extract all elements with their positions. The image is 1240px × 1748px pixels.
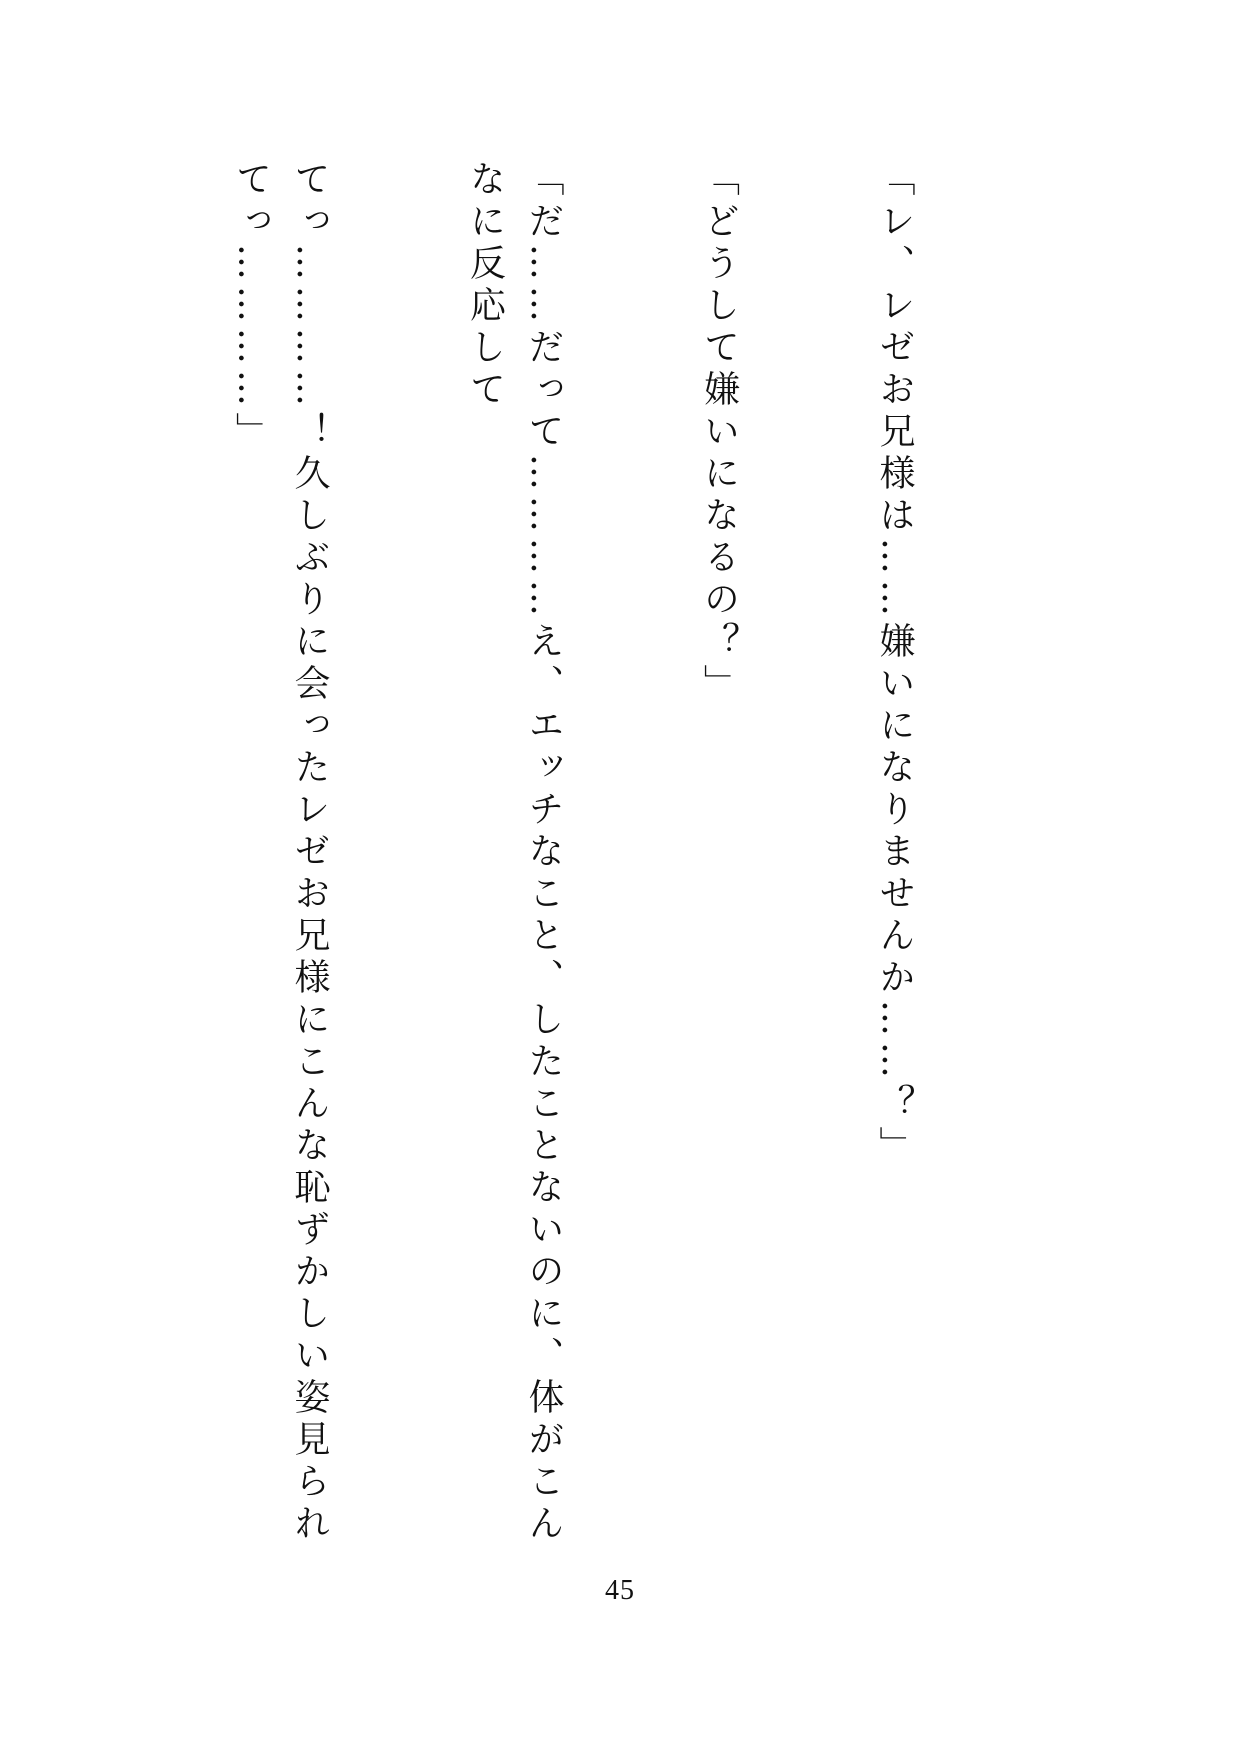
body-text <box>180 160 1040 1560</box>
page-number: 45 <box>605 1575 635 1606</box>
text-line: 「どうして嫌いになるの？」 <box>698 160 740 706</box>
text-line: 「レ、レゼお兄様は……嫌いになりませんか……？」 <box>874 160 915 1168</box>
text-line: てっ…………！久しぶりに会ったレゼお兄様にこんな恥ずかしい姿見られてっ…………」 <box>230 160 330 1546</box>
text-line: 「だ……だって…………え、エッチなこと、したことないのに、体がこんなに反応して <box>464 160 564 1546</box>
blank-line <box>46 160 105 1560</box>
